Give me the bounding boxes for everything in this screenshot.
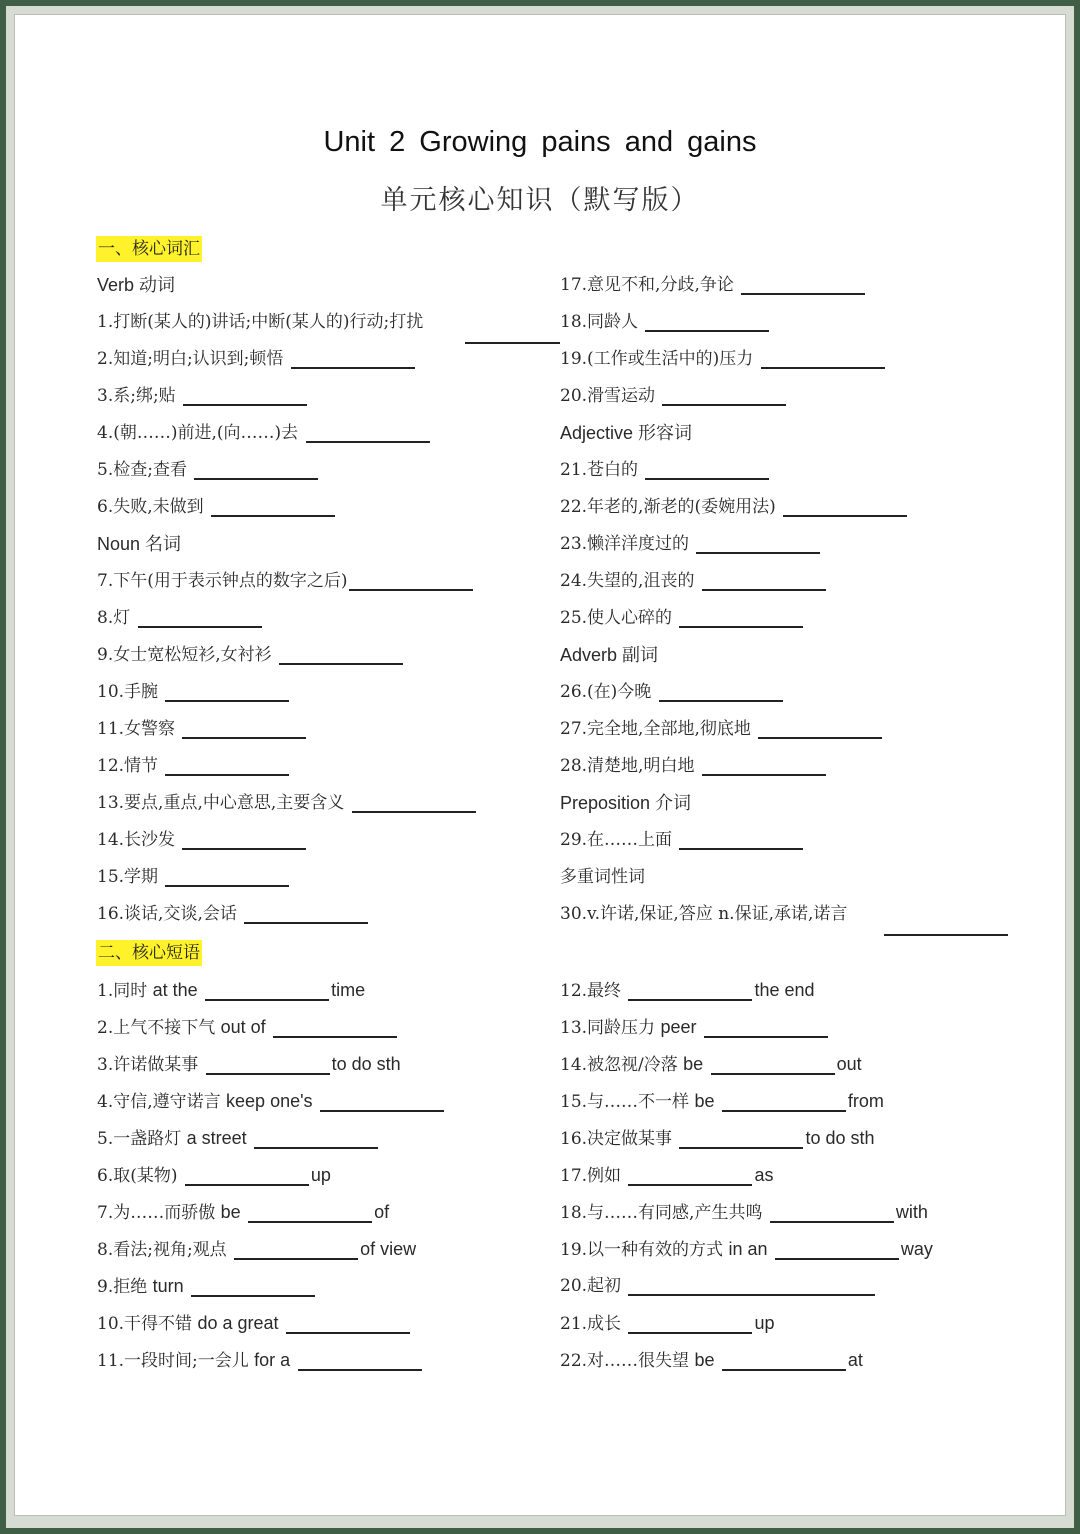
answer-blank-6[interactable] (211, 515, 335, 517)
vocab-item-4: 4.(朝……)前进,(向……)去 (97, 420, 432, 446)
phrase-blank-6[interactable] (185, 1184, 309, 1186)
answer-blank-19[interactable] (761, 367, 885, 369)
vocab-item-13: 13.要点,重点,中心意思,主要含义 (97, 790, 478, 816)
answer-blank-21[interactable] (645, 478, 769, 480)
phrase-blank-4[interactable] (320, 1110, 444, 1112)
category-noun: Noun 名词 (97, 534, 182, 554)
answer-blank-15[interactable] (165, 885, 289, 887)
phrase-item-14: 14.被忽视/冷落 be out (560, 1054, 862, 1075)
answer-blank-22[interactable] (783, 515, 907, 517)
vocab-item-27: 27.完全地,全部地,彻底地 (560, 716, 884, 742)
vocab-item-23: 23.懒洋洋度过的 (560, 531, 822, 557)
answer-blank-25[interactable] (679, 626, 803, 628)
answer-blank-3[interactable] (183, 404, 307, 406)
phrase-item-15: 15.与……不一样 be from (560, 1091, 884, 1112)
answer-blank-28[interactable] (702, 774, 826, 776)
vocab-item-28: 28.清楚地,明白地 (560, 753, 828, 779)
vocab-item-16: 16.谈话,交谈,会话 (97, 901, 370, 927)
answer-blank-17[interactable] (741, 293, 865, 295)
phrase-blank-1[interactable] (205, 999, 329, 1001)
phrase-item-6: 6.取(某物) up (97, 1165, 331, 1186)
vocab-item-17: 17.意见不和,分歧,争论 (560, 272, 867, 298)
answer-blank-2[interactable] (291, 367, 415, 369)
vocab-item-21: 21.苍白的 (560, 457, 771, 483)
vocab-item-9: 9.女士宽松短衫,女衬衫 (97, 642, 405, 668)
category-adjective: Adjective 形容词 (560, 423, 693, 443)
vocab-item-2: 2.知道;明白;认识到;顿悟 (97, 346, 417, 372)
phrase-blank-9[interactable] (191, 1295, 315, 1297)
phrase-blank-15[interactable] (722, 1110, 846, 1112)
vocab-item-12: 12.情节 (97, 753, 291, 779)
page-subtitle: 单元核心知识（默写版） (380, 185, 700, 216)
answer-blank-20[interactable] (662, 404, 786, 406)
category-adverb: Adverb 副词 (560, 645, 659, 665)
vocab-item-29: 29.在……上面 (560, 827, 805, 853)
phrase-item-22: 22.对……很失望 be at (560, 1350, 863, 1371)
phrase-blank-10[interactable] (286, 1332, 410, 1334)
vocab-item-3: 3.系;绑;贴 (97, 383, 309, 409)
vocab-item-11: 11.女警察 (97, 716, 308, 742)
phrase-item-4: 4.守信,遵守诺言 keep one's (97, 1088, 446, 1114)
phrase-blank-20[interactable] (628, 1294, 875, 1296)
answer-blank-30[interactable] (884, 934, 1008, 936)
phrase-blank-2[interactable] (273, 1036, 397, 1038)
answer-blank-29[interactable] (679, 848, 803, 850)
phrase-blank-22[interactable] (722, 1369, 846, 1371)
answer-blank-1[interactable] (465, 342, 560, 344)
answer-blank-26[interactable] (659, 700, 783, 702)
phrase-item-18: 18.与……有同感,产生共鸣 with (560, 1202, 928, 1223)
answer-blank-11[interactable] (182, 737, 306, 739)
phrase-item-5: 5.一盏路灯 a street (97, 1125, 380, 1151)
vocab-item-18: 18.同龄人 (560, 309, 771, 335)
phrase-item-3: 3.许诺做某事 to do sth (97, 1054, 401, 1075)
answer-blank-12[interactable] (165, 774, 289, 776)
phrase-blank-18[interactable] (770, 1221, 894, 1223)
answer-blank-23[interactable] (696, 552, 820, 554)
phrase-blank-16[interactable] (679, 1147, 803, 1149)
phrase-blank-12[interactable] (628, 999, 752, 1001)
category-verb: Verb 动词 (97, 275, 176, 295)
answer-blank-7[interactable] (349, 589, 473, 591)
phrase-item-21: 21.成长 up (560, 1313, 775, 1334)
vocab-item-20: 20.滑雪运动 (560, 383, 788, 409)
phrase-blank-5[interactable] (254, 1147, 378, 1149)
answer-blank-27[interactable] (758, 737, 882, 739)
vocab-item-8: 8.灯 (97, 605, 264, 631)
vocab-item-1: 1.打断(某人的)讲话;中断(某人的)行动;打扰 (97, 312, 424, 332)
vocab-item-6: 6.失败,未做到 (97, 494, 337, 520)
phrase-item-11: 11.一段时间;一会儿 for a (97, 1347, 424, 1373)
answer-blank-18[interactable] (645, 330, 769, 332)
phrase-item-8: 8.看法;视角;观点 of view (97, 1239, 417, 1260)
answer-blank-24[interactable] (702, 589, 826, 591)
phrase-item-13: 13.同龄压力 peer (560, 1014, 830, 1040)
phrase-blank-3[interactable] (206, 1073, 330, 1075)
vocab-item-26: 26.(在)今晚 (560, 679, 785, 705)
answer-blank-13[interactable] (352, 811, 476, 813)
answer-blank-16[interactable] (244, 922, 368, 924)
phrase-blank-14[interactable] (711, 1073, 835, 1075)
answer-blank-10[interactable] (165, 700, 289, 702)
page-title: Unit 2 Growing pains and gains (323, 126, 757, 158)
section-heading-phrases: 二、核心短语 (96, 940, 202, 966)
phrase-blank-13[interactable] (704, 1036, 828, 1038)
answer-blank-14[interactable] (182, 848, 306, 850)
phrase-blank-21[interactable] (628, 1332, 752, 1334)
phrase-blank-19[interactable] (775, 1258, 899, 1260)
vocab-item-24: 24.失望的,沮丧的 (560, 568, 828, 594)
answer-blank-8[interactable] (138, 626, 262, 628)
vocab-item-5: 5.检查;查看 (97, 457, 320, 483)
phrase-blank-8[interactable] (234, 1258, 358, 1260)
phrase-blank-11[interactable] (298, 1369, 422, 1371)
vocab-item-19: 19.(工作或生活中的)压力 (560, 346, 887, 372)
phrase-item-16: 16.决定做某事 to do sth (560, 1128, 875, 1149)
phrase-item-17: 17.例如 as (560, 1165, 774, 1186)
answer-blank-4[interactable] (306, 441, 430, 443)
vocab-item-15: 15.学期 (97, 864, 291, 890)
vocab-item-25: 25.使人心碎的 (560, 605, 805, 631)
vocab-item-10: 10.手腕 (97, 679, 291, 705)
phrase-item-10: 10.干得不错 do a great (97, 1310, 412, 1336)
answer-blank-9[interactable] (279, 663, 403, 665)
phrase-item-9: 9.拒绝 turn (97, 1273, 317, 1299)
vocab-item-30: 30.v.许诺,保证,答应 n.保证,承诺,诺言 (560, 904, 848, 924)
phrase-item-2: 2.上气不接下气 out of (97, 1014, 399, 1040)
phrase-item-1: 1.同时 at the time (97, 980, 366, 1001)
vocab-item-22: 22.年老的,渐老的(委婉用法) (560, 494, 909, 520)
category-multi-pos: 多重词性词 (560, 867, 645, 887)
vocab-item-7: 7.下午(用于表示钟点的数字之后) (97, 568, 475, 594)
phrase-item-12: 12.最终 the end (560, 980, 815, 1001)
vocab-item-14: 14.长沙发 (97, 827, 308, 853)
category-preposition: Preposition 介词 (560, 793, 692, 813)
phrase-item-19: 19.以一种有效的方式 in an way (560, 1239, 933, 1260)
phrase-item-7: 7.为……而骄傲 be of (97, 1202, 390, 1223)
section-heading-vocabulary: 一、核心词汇 (96, 236, 202, 262)
answer-blank-5[interactable] (194, 478, 318, 480)
phrase-item-20: 20.起初 (560, 1273, 877, 1299)
phrase-blank-17[interactable] (628, 1184, 752, 1186)
phrase-blank-7[interactable] (248, 1221, 372, 1223)
